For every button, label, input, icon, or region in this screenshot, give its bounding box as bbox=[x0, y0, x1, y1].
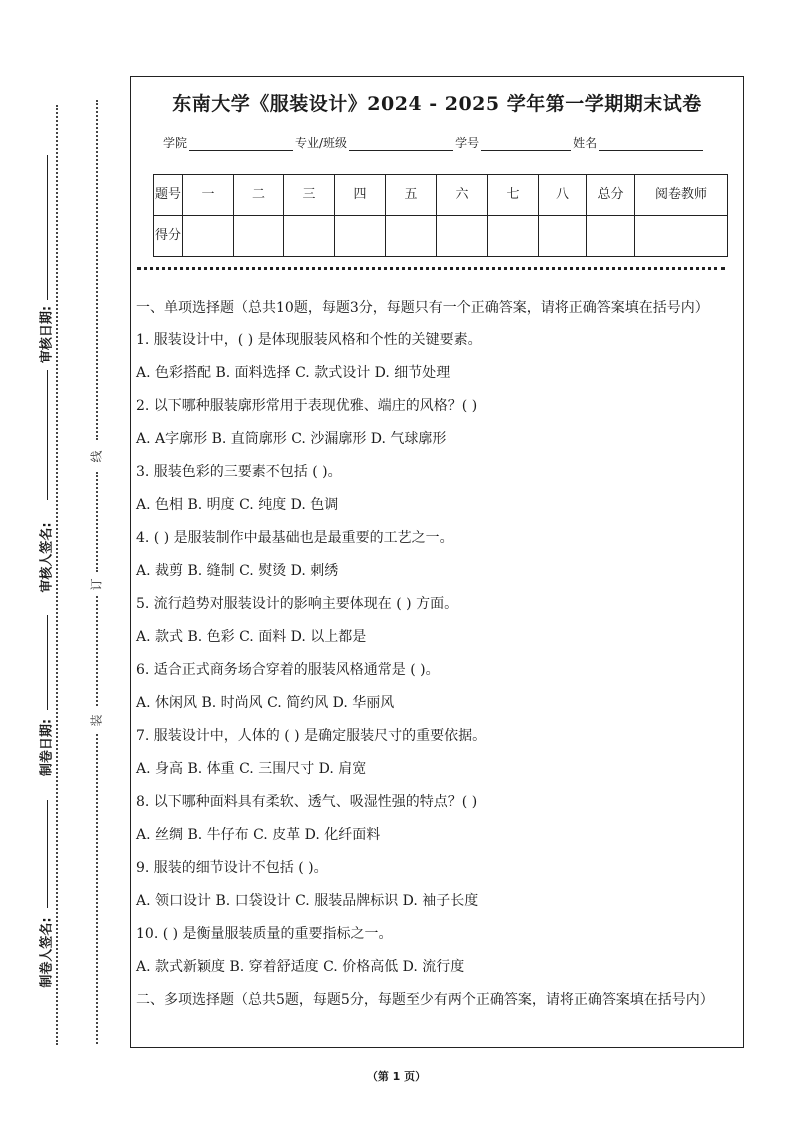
question-text: 2. 以下哪种服装廓形常用于表现优雅、端庄的风格？( ) bbox=[136, 398, 478, 414]
binding-dotted-line-lower bbox=[96, 596, 98, 706]
binding-ding-char: 订 bbox=[89, 578, 104, 591]
exam-title: 东南大学《服装设计》2024 - 2025 学年第一学期期末试卷 bbox=[172, 93, 702, 115]
college-field[interactable] bbox=[189, 138, 293, 151]
question-options: A. 身高 B. 体重 C. 三围尺寸 D. 肩宽 bbox=[136, 761, 367, 777]
reviewer-sign-label: 审核人签名: bbox=[39, 522, 55, 593]
binding-dotted-line-mid bbox=[96, 472, 98, 572]
score-header-cell: 一 bbox=[183, 175, 234, 216]
question-text: 1. 服装设计中，( ) 是体现服装风格和个性的关键要素。 bbox=[136, 332, 482, 348]
question-options: A. 丝绸 B. 牛仔布 C. 皮革 D. 化纤面料 bbox=[136, 827, 381, 843]
name-label: 姓名 bbox=[573, 136, 598, 150]
score-header-cell: 总分 bbox=[587, 175, 635, 216]
score-cell[interactable] bbox=[284, 216, 335, 257]
score-cell[interactable] bbox=[635, 216, 728, 257]
score-header-cell: 四 bbox=[335, 175, 386, 216]
score-cell[interactable] bbox=[234, 216, 284, 257]
score-cell[interactable] bbox=[386, 216, 437, 257]
student-info-row bbox=[163, 134, 705, 151]
question-content bbox=[136, 292, 739, 1016]
binding-zhuang-char: 装 bbox=[89, 714, 104, 727]
question-text: 5. 流行趋势对服装设计的影响主要体现在 ( ) 方面。 bbox=[136, 596, 459, 612]
question-options: A. 色相 B. 明度 C. 纯度 D. 色调 bbox=[136, 497, 339, 513]
score-cell[interactable] bbox=[335, 216, 386, 257]
question-options: A. A字廓形 B. 直筒廓形 C. 沙漏廓形 D. 气球廓形 bbox=[136, 431, 447, 447]
score-header-cell: 七 bbox=[488, 175, 539, 216]
question-text: 7. 服装设计中，人体的 ( ) 是确定服装尺寸的重要依据。 bbox=[136, 728, 487, 744]
section1-heading: 一、单项选择题（总共10题，每题3分，每题只有一个正确答案，请将正确答案填在括号内） bbox=[136, 300, 709, 316]
score-header-cell: 三 bbox=[284, 175, 335, 216]
binding-line-char: 线 bbox=[89, 450, 104, 463]
score-cell[interactable] bbox=[437, 216, 488, 257]
score-header-cell: 阅卷教师 bbox=[635, 175, 728, 216]
student-id-field[interactable] bbox=[481, 138, 571, 151]
make-date-label: 制卷日期: bbox=[39, 718, 55, 777]
score-table-header-row bbox=[154, 175, 728, 216]
exam-frame bbox=[130, 76, 744, 1048]
question-text: 9. 服装的细节设计不包括 ( )。 bbox=[136, 860, 328, 876]
maker-sign-line bbox=[47, 800, 48, 908]
section-divider bbox=[137, 267, 725, 270]
left-dotted-border bbox=[56, 105, 58, 1045]
major-field[interactable] bbox=[349, 138, 453, 151]
question-text: 3. 服装色彩的三要素不包括 ( )。 bbox=[136, 464, 342, 480]
name-field[interactable] bbox=[599, 138, 703, 151]
score-header-cell: 五 bbox=[386, 175, 437, 216]
question-text: 10. ( ) 是衡量服装质量的重要指标之一。 bbox=[136, 926, 393, 942]
major-label: 专业/班级 bbox=[295, 136, 348, 150]
score-header-cell: 题号 bbox=[154, 175, 183, 216]
question-options: A. 款式 B. 色彩 C. 面料 D. 以上都是 bbox=[136, 629, 367, 645]
score-row-label: 得分 bbox=[154, 216, 183, 257]
score-cell[interactable] bbox=[488, 216, 539, 257]
make-date-line bbox=[47, 615, 48, 710]
question-text: 6. 适合正式商务场合穿着的服装风格通常是 ( )。 bbox=[136, 662, 440, 678]
page-footer: （第 1 页） bbox=[366, 1070, 427, 1083]
question-options: A. 裁剪 B. 缝制 C. 熨烫 D. 刺绣 bbox=[136, 563, 339, 579]
score-header-cell: 六 bbox=[437, 175, 488, 216]
question-options: A. 色彩搭配 B. 面料选择 C. 款式设计 D. 细节处理 bbox=[136, 365, 451, 381]
binding-dotted-line-bottom bbox=[96, 734, 98, 1044]
question-options: A. 款式新颖度 B. 穿着舒适度 C. 价格高低 D. 流行度 bbox=[136, 959, 465, 975]
maker-sign-label: 制卷人签名: bbox=[39, 917, 55, 988]
score-cell[interactable] bbox=[183, 216, 234, 257]
score-cell[interactable] bbox=[587, 216, 635, 257]
section2-heading: 二、多项选择题（总共5题，每题5分，每题至少有两个正确答案，请将正确答案填在括号内） bbox=[136, 992, 714, 1008]
score-cell[interactable] bbox=[539, 216, 587, 257]
score-table-score-row bbox=[154, 216, 728, 257]
question-text: 4. ( ) 是服装制作中最基础也是最重要的工艺之一。 bbox=[136, 530, 454, 546]
question-options: A. 休闲风 B. 时尚风 C. 简约风 D. 华丽风 bbox=[136, 695, 395, 711]
college-label: 学院 bbox=[163, 136, 188, 150]
reviewer-sign-line bbox=[47, 370, 48, 500]
binding-dotted-line-top bbox=[96, 100, 98, 440]
score-table bbox=[153, 174, 728, 257]
score-header-cell: 二 bbox=[234, 175, 284, 216]
review-date-line bbox=[47, 155, 48, 300]
score-header-cell: 八 bbox=[539, 175, 587, 216]
question-text: 8. 以下哪种面料具有柔软、透气、吸湿性强的特点？( ) bbox=[136, 794, 478, 810]
student-id-label: 学号 bbox=[455, 136, 480, 150]
review-date-label: 审核日期: bbox=[39, 305, 55, 364]
question-options: A. 领口设计 B. 口袋设计 C. 服装品牌标识 D. 袖子长度 bbox=[136, 893, 479, 909]
